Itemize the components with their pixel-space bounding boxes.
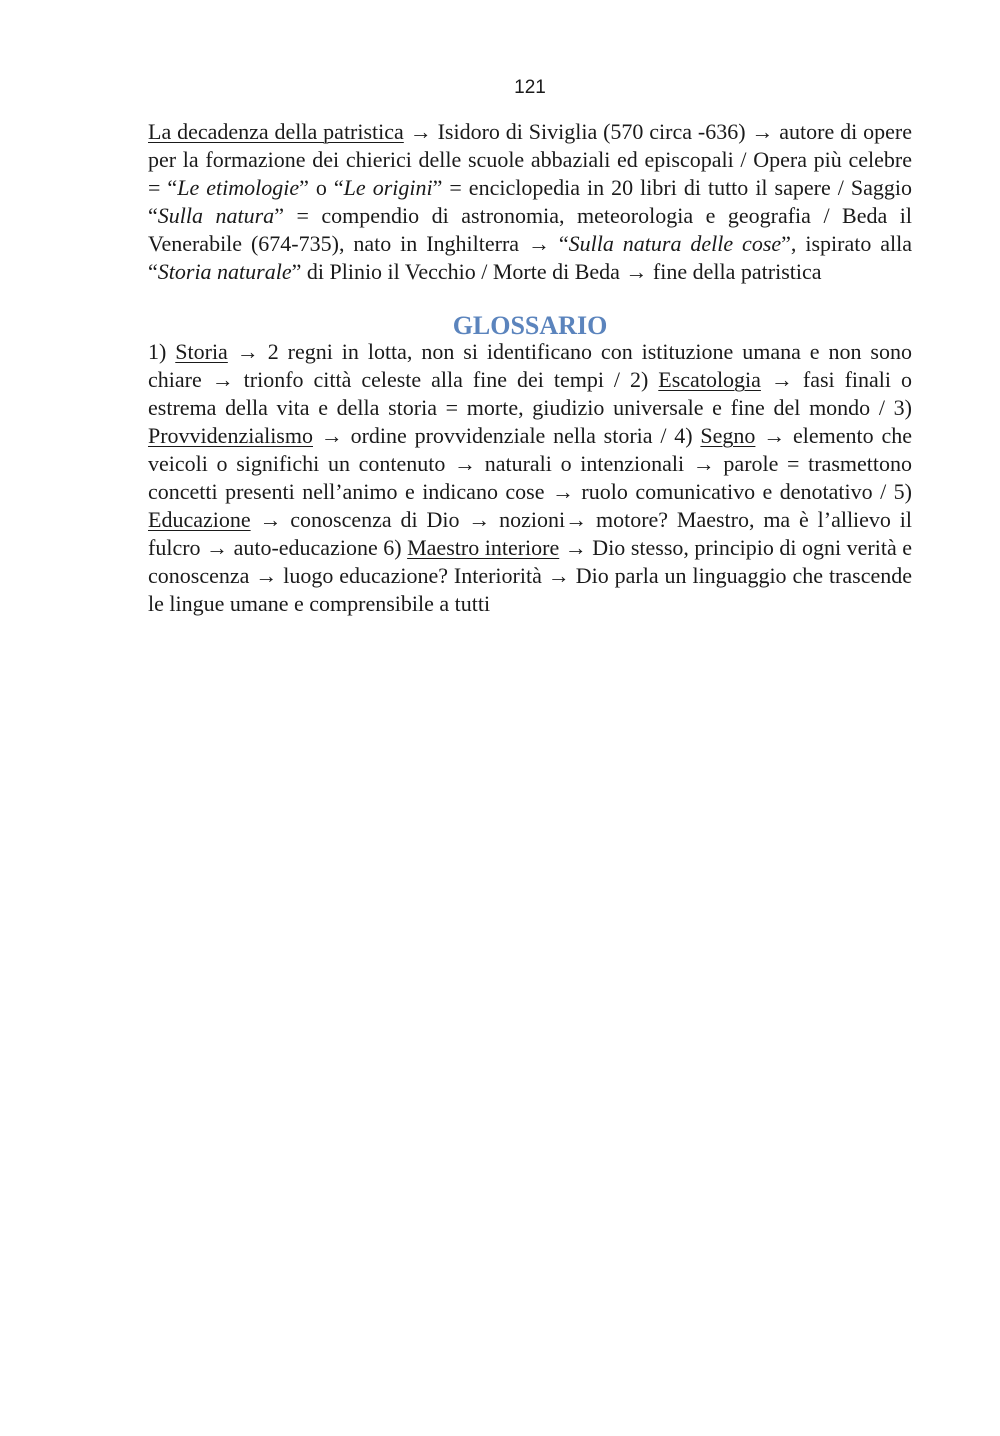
glossary-definition: → 2 regni in lotta, non si identificano con istituzione umana e non sono chiare → trionfo città celeste alla fine dei tempi / 2) bbox=[148, 339, 912, 392]
work-title: Storia naturale bbox=[157, 259, 292, 284]
intro-paragraph bbox=[148, 118, 912, 286]
glossary-heading: GLOSSARIO bbox=[452, 311, 608, 340]
page-content bbox=[148, 118, 912, 618]
glossary-term-provvidenzialismo: Provvidenzialismo bbox=[148, 423, 313, 448]
intro-text: → Isidoro di Siviglia (570 circa -636) → autore di opere per la formazione dei chierici delle scuole abbaziali ed episcopali / Opera più celebre = “ bbox=[148, 119, 912, 200]
glossary-definition: → fasi finali o estrema della vita e della storia = morte, giudizio universale e fine del mondo / 3) bbox=[148, 367, 912, 420]
intro-text: ” = compendio di astronomia, meteorologia e geografia / Beda il Venerabile (674-735), nato in Inghilterra → “ bbox=[148, 203, 912, 256]
section-title: La decadenza della patristica bbox=[148, 119, 404, 144]
work-title: Le etimologie bbox=[177, 175, 300, 200]
intro-text: ” o “ bbox=[299, 175, 344, 200]
intro-text: ” = enciclopedia in 20 libri di tutto il sapere / Saggio “ bbox=[148, 175, 913, 228]
work-title: Sulla natura delle cose bbox=[568, 231, 782, 256]
glossary-term-segno: Segno bbox=[700, 423, 756, 448]
glossary-definition: → conoscenza di Dio → nozioni→ motore? Maestro, ma è l’allievo il fulcro → auto-educazione 6) bbox=[148, 507, 912, 560]
glossary-term-maestro-interiore: Maestro interiore bbox=[407, 535, 560, 560]
glossary-definition: → ordine provvidenziale nella storia / 4) bbox=[312, 423, 701, 448]
page-number: 121 bbox=[514, 77, 546, 98]
work-title: Sulla natura bbox=[157, 203, 275, 228]
intro-text: ”, ispirato alla “ bbox=[148, 231, 912, 284]
work-title: Le origini bbox=[343, 175, 433, 200]
glossary-term-escatologia: Escatologia bbox=[658, 367, 761, 392]
glossary-term-educazione: Educazione bbox=[148, 507, 251, 532]
glossary-paragraph bbox=[148, 338, 912, 618]
glossary-definition: → elemento che veicoli o significhi un contenuto → naturali o intenzionali → parole = trasmettono concetti presenti nell’animo e indicano cose → ruolo comunicativo e denotativo / 5) bbox=[148, 423, 912, 504]
glossary-term-storia: Storia bbox=[175, 339, 228, 364]
glossary-definition: → Dio stesso, principio di ogni verità e conoscenza → luogo educazione? Interiorità → Dio parla un linguaggio che trascende le lingue umane e comprensibile a tutti bbox=[148, 535, 913, 616]
glossary-number: 1) bbox=[148, 339, 176, 364]
intro-text: ” di Plinio il Vecchio / Morte di Beda → fine della patristica bbox=[291, 259, 822, 284]
